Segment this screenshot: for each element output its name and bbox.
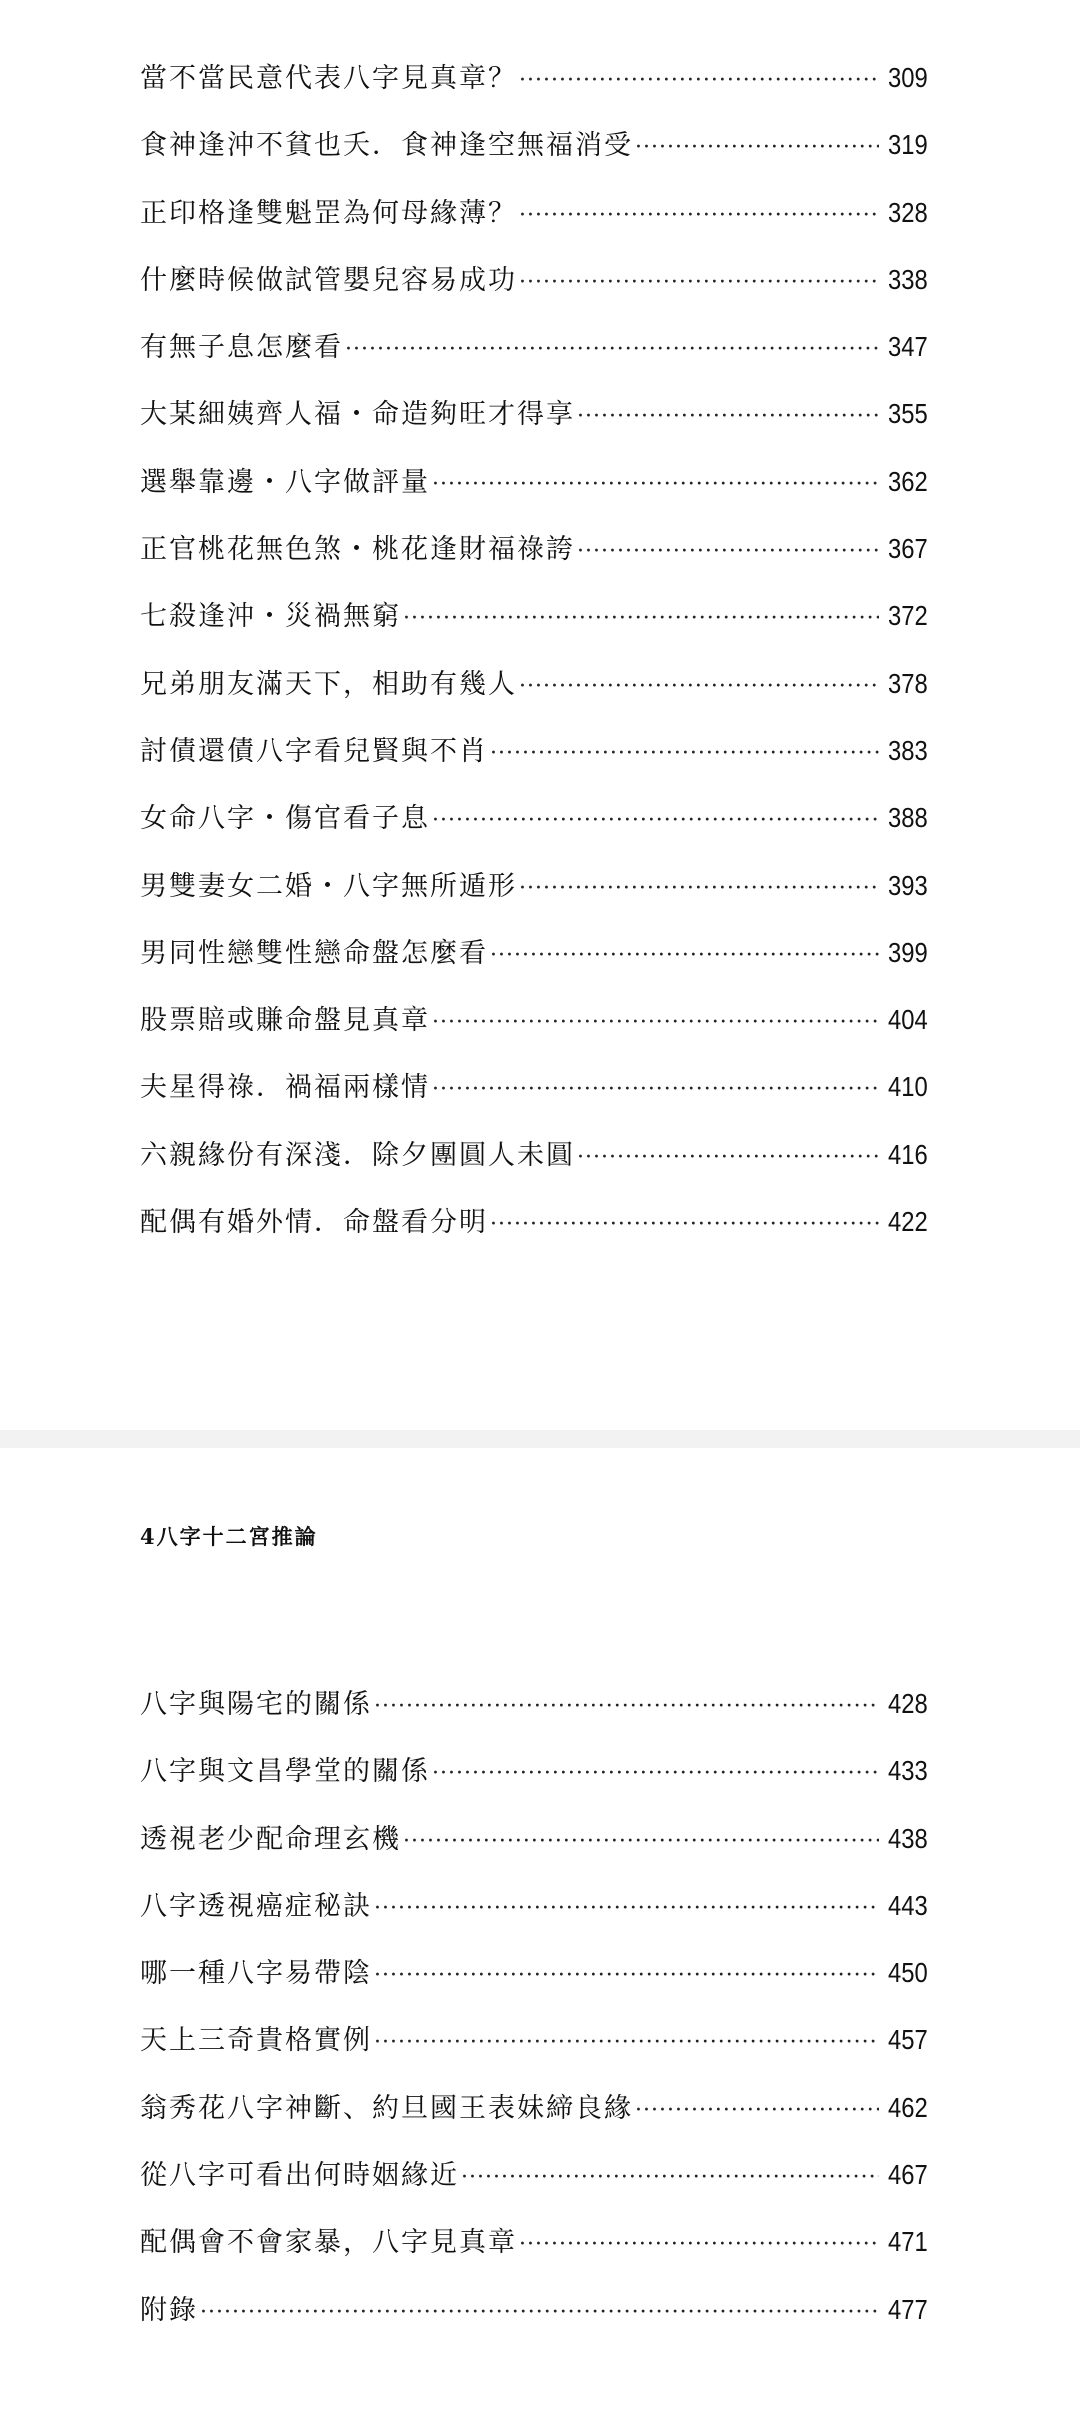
toc-entry-page-number: 399 <box>888 936 928 968</box>
toc-entry-page-number: 416 <box>888 1138 928 1170</box>
toc-entry-title: 配偶有婚外情．命盤看分明 <box>140 1207 488 1239</box>
toc-entry <box>140 1682 928 1749</box>
toc-entry-title: 大某細姨齊人福・命造夠旺才得享 <box>140 399 575 431</box>
toc-entry-page-number: 477 <box>888 2293 928 2325</box>
toc-entry-page-number: 309 <box>888 62 928 93</box>
toc-entry <box>140 1749 928 1816</box>
toc-dot-leader <box>432 808 879 833</box>
toc-entry-page-number: 388 <box>888 802 928 834</box>
toc-entry-page-number: 338 <box>888 263 928 295</box>
toc-entry <box>140 2220 928 2287</box>
toc-entry-page-number: 443 <box>888 1889 928 1921</box>
toc-entry-title: 翁秀花八字神斷、約旦國王表妹締良緣 <box>140 2092 633 2124</box>
toc-entry-page-number: 347 <box>888 331 928 363</box>
toc-entry <box>140 460 928 527</box>
toc-entry-title: 八字透視癌症秘訣 <box>140 1890 372 1922</box>
toc-entry <box>140 864 928 931</box>
toc-entry <box>140 662 928 729</box>
toc-dot-leader <box>577 1145 879 1170</box>
toc-entry-page-number: 467 <box>888 2159 928 2191</box>
toc-entry-title: 八字與陽宅的關係 <box>140 1689 372 1720</box>
toc-entry-page-number: 393 <box>888 869 928 901</box>
toc-entry-page-number: 404 <box>888 1004 928 1036</box>
toc-dot-leader <box>577 404 879 429</box>
toc-entry <box>140 325 928 392</box>
toc-entry-title: 選舉靠邊・八字做評量 <box>140 466 430 498</box>
toc-dot-leader <box>635 2098 879 2123</box>
toc-entry-title: 女命八字・傷官看子息 <box>140 803 430 835</box>
toc-dot-leader <box>374 2030 879 2055</box>
toc-entry-page-number: 462 <box>888 2091 928 2123</box>
toc-entry-page-number: 328 <box>888 196 928 228</box>
toc-entry-title: 什麼時候做試管嬰兒容易成功 <box>140 264 517 296</box>
toc-entry <box>140 796 928 863</box>
toc-dot-leader <box>403 1829 879 1854</box>
toc-dot-leader <box>519 68 879 93</box>
toc-entry <box>140 2288 928 2355</box>
toc-entry-page-number: 471 <box>888 2226 928 2258</box>
toc-entry <box>140 191 928 258</box>
toc-dot-leader <box>519 203 879 228</box>
toc-dot-leader <box>374 1896 879 1921</box>
toc-list-bottom <box>140 1682 928 2355</box>
toc-dot-leader <box>519 674 879 699</box>
toc-dot-leader <box>519 876 879 901</box>
toc-entry-title: 男同性戀雙性戀命盤怎麼看 <box>140 937 488 969</box>
toc-dot-leader <box>403 606 879 631</box>
toc-entry-title: 附錄 <box>140 2294 198 2326</box>
toc-entry <box>140 1065 928 1132</box>
toc-entry <box>140 258 928 325</box>
toc-entry-page-number: 355 <box>888 398 928 430</box>
toc-entry <box>140 2153 928 2220</box>
toc-entry <box>140 392 928 459</box>
toc-entry-page-number: 378 <box>888 667 928 699</box>
toc-entry <box>140 931 928 998</box>
toc-entry <box>140 998 928 1065</box>
toc-entry-title: 食神逢沖不貧也夭．食神逢空無福消受 <box>140 130 633 162</box>
toc-entry-title: 八字與文昌學堂的關係 <box>140 1756 430 1788</box>
toc-entry <box>140 729 928 796</box>
toc-entry-title: 討債還債八字看兒賢與不肖 <box>140 735 488 767</box>
toc-dot-leader <box>519 270 879 295</box>
toc-entry-title: 七殺逢沖・災禍無窮 <box>140 601 401 633</box>
toc-dot-leader <box>374 1963 879 1988</box>
toc-entry-title: 當不當民意代表八字見真章？ <box>140 63 517 94</box>
toc-entry-title: 男雙妻女二婚・八字無所遁形 <box>140 870 517 902</box>
toc-entry-title: 夫星得祿．禍福兩樣情 <box>140 1072 430 1104</box>
toc-entry-page-number: 422 <box>888 1206 928 1238</box>
toc-dot-leader <box>432 1761 879 1786</box>
toc-entry <box>140 1200 928 1267</box>
toc-entry-page-number: 367 <box>888 533 928 565</box>
toc-entry-title: 正官桃花無色煞・桃花逢財福祿誇 <box>140 534 575 566</box>
toc-dot-leader <box>461 2165 879 2190</box>
toc-entry <box>140 2018 928 2085</box>
toc-entry-page-number: 433 <box>888 1755 928 1787</box>
toc-entry <box>140 1951 928 2018</box>
toc-entry-title: 哪一種八字易帶陰 <box>140 1958 372 1990</box>
toc-entry <box>140 56 928 123</box>
toc-dot-leader <box>432 472 879 497</box>
toc-entry <box>140 2086 928 2153</box>
toc-entry-page-number: 362 <box>888 465 928 497</box>
toc-entry <box>140 1884 928 1951</box>
toc-dot-leader <box>635 135 879 160</box>
toc-entry-title: 透視老少配命理玄機 <box>140 1823 401 1855</box>
toc-entry-title: 兄弟朋友滿天下，相助有幾人 <box>140 668 517 700</box>
toc-dot-leader <box>432 1010 879 1035</box>
toc-entry-page-number: 450 <box>888 1957 928 1989</box>
toc-dot-leader <box>490 943 879 968</box>
toc-entry-title: 從八字可看出何時姻緣近 <box>140 2160 459 2192</box>
toc-entry-page-number: 372 <box>888 600 928 632</box>
toc-entry <box>140 1817 928 1884</box>
toc-entry-title: 正印格逢雙魁罡為何母緣薄？ <box>140 197 517 229</box>
toc-dot-leader <box>519 2232 879 2257</box>
toc-dot-leader <box>432 1077 879 1102</box>
toc-entry-title: 配偶會不會家暴，八字見真章 <box>140 2227 517 2259</box>
toc-entry <box>140 527 928 594</box>
toc-dot-leader <box>200 2300 879 2325</box>
toc-dot-leader <box>490 1212 879 1237</box>
toc-entry-page-number: 319 <box>888 129 928 161</box>
toc-entry-title: 天上三奇貴格實例 <box>140 2025 372 2057</box>
section-heading: 4八字十二宮推論 <box>140 1524 318 1549</box>
toc-entry <box>140 1133 928 1200</box>
toc-entry-title: 股票賠或賺命盤見真章 <box>140 1005 430 1037</box>
page-divider <box>0 1430 1080 1448</box>
toc-list-top <box>140 56 928 1267</box>
toc-dot-leader <box>345 337 879 362</box>
toc-entry-title: 六親緣份有深淺．除夕團圓人未圓 <box>140 1139 575 1171</box>
toc-dot-leader <box>374 1694 879 1719</box>
toc-entry-page-number: 438 <box>888 1822 928 1854</box>
toc-entry-page-number: 410 <box>888 1071 928 1103</box>
toc-entry-page-number: 383 <box>888 734 928 766</box>
toc-entry-page-number: 457 <box>888 2024 928 2056</box>
toc-dot-leader <box>490 741 879 766</box>
toc-entry <box>140 123 928 190</box>
toc-entry-title: 有無子息怎麼看 <box>140 332 343 364</box>
toc-entry <box>140 594 928 661</box>
toc-dot-leader <box>577 539 879 564</box>
toc-entry-page-number: 428 <box>888 1688 928 1719</box>
